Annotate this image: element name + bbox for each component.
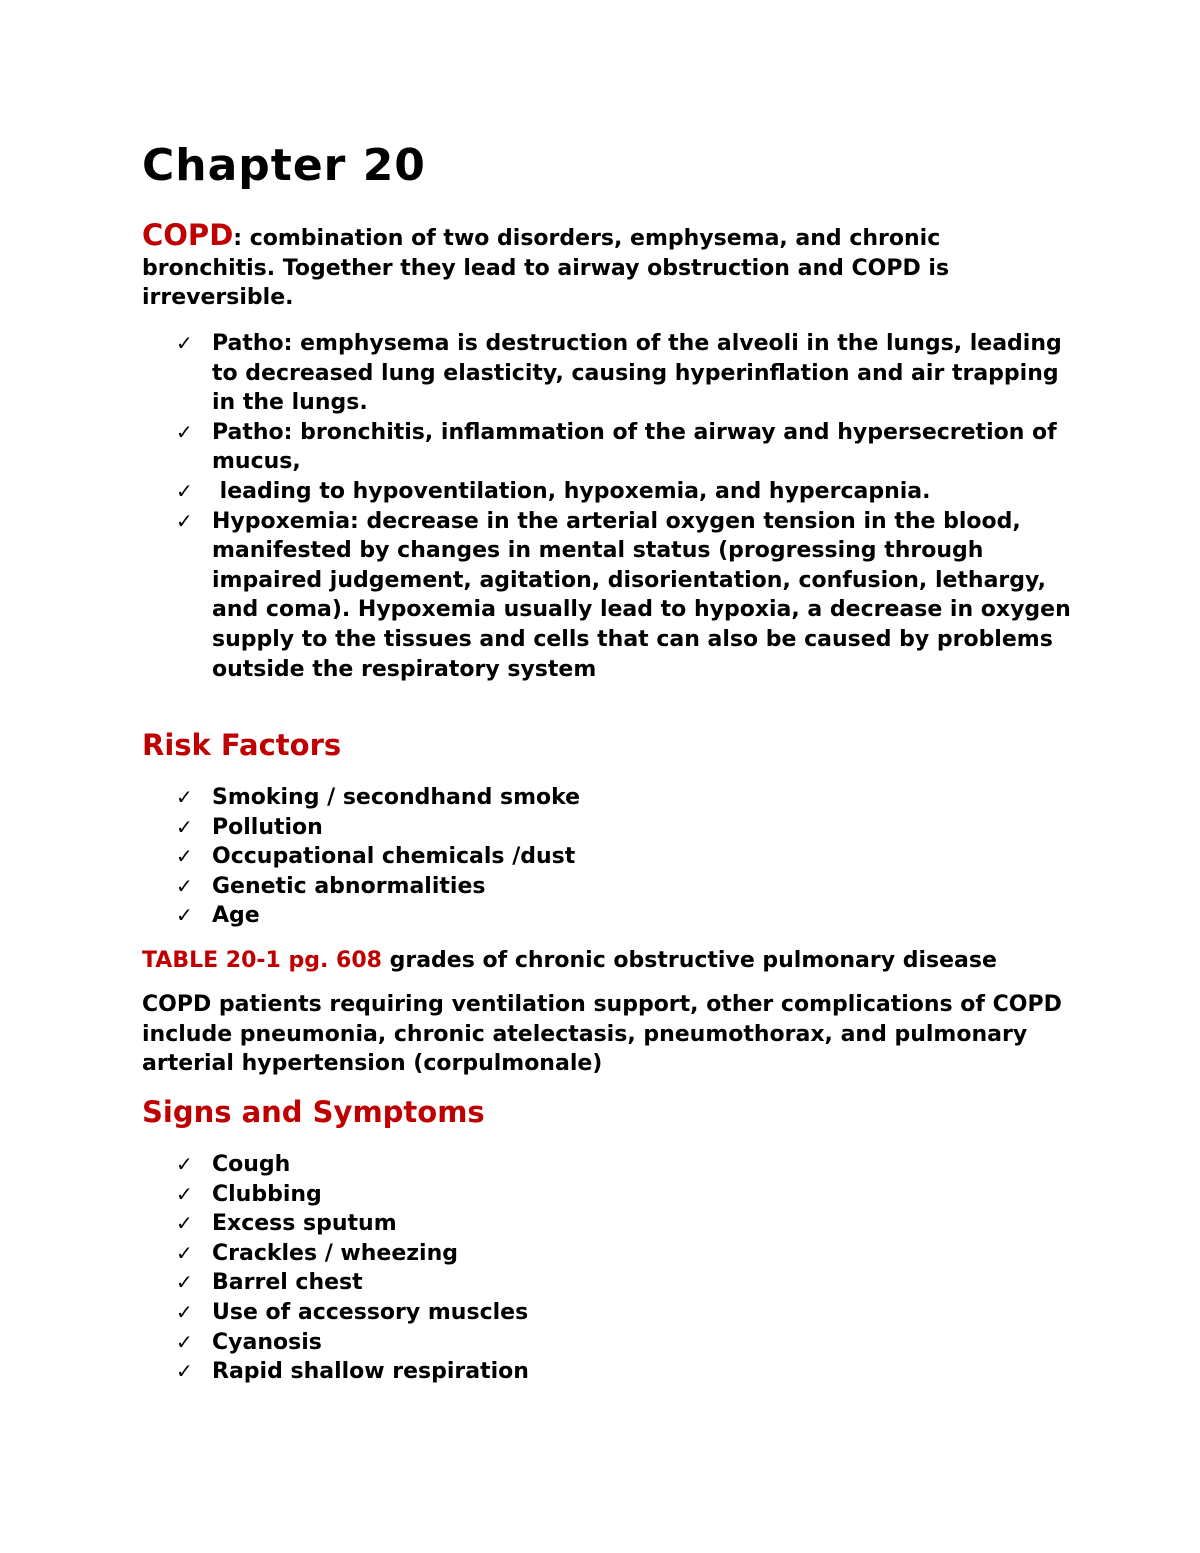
signs-symptoms-heading: Signs and Symptoms: [142, 1095, 485, 1129]
list-item: ✓ Barrel chest: [176, 1268, 1072, 1298]
list-item: ✓ Genetic abnormalities: [176, 872, 1072, 902]
risk-factors-heading: Risk Factors: [142, 728, 342, 762]
checkmark-icon: ✓: [176, 1240, 193, 1265]
copd-definition-text: : combination of two disorders, emphysema, and chronic bronchitis. Together they lead to airway obstruction and COPD is irreversible.: [142, 226, 950, 311]
list-item: ✓ leading to hypoventilation, hypoxemia, and hypercapnia.: [176, 477, 1072, 507]
list-item: ✓ Use of accessory muscles: [176, 1298, 1072, 1328]
checkmark-icon: ✓: [176, 1270, 193, 1295]
copd-term: COPD: [142, 218, 234, 252]
checkmark-icon: ✓: [176, 1359, 193, 1384]
chapter-title: Chapter 20: [142, 140, 426, 191]
checkmark-icon: ✓: [176, 1211, 193, 1236]
list-item: ✓ Smoking / secondhand smoke: [176, 783, 1072, 813]
list-item: ✓ Age: [176, 901, 1072, 931]
checkmark-icon: ✓: [176, 873, 193, 898]
list-item: ✓ Excess sputum: [176, 1209, 1072, 1239]
list-item: ✓ Pollution: [176, 813, 1072, 843]
table-reference-label: TABLE 20-1 pg. 608: [142, 948, 382, 973]
patho-list: [176, 329, 1072, 684]
checkmark-icon: ✓: [176, 785, 193, 809]
list-item: ✓ Clubbing: [176, 1180, 1072, 1210]
list-item: ✓ Hypoxemia: decrease in the arterial oxygen tension in the blood, manifested by changes in mental status (progressing through impaired judgement, agitation, disorientation, confusion, lethargy, and coma). Hypoxemia usually lead to hypoxia, a decrease in oxygen supply to the tissues and cells that can also be caused by problems outside the respiratory system: [176, 508, 1071, 682]
checkmark-icon: ✓: [176, 419, 193, 444]
checkmark-icon: ✓: [176, 903, 193, 928]
signs-symptoms-list: [176, 1150, 1072, 1387]
list-item: ✓ Patho: bronchitis, inflammation of the airway and hypersecretion of mucus,: [176, 419, 1057, 475]
risk-factors-list: [176, 783, 1072, 931]
checkmark-icon: ✓: [176, 478, 193, 503]
checkmark-icon: ✓: [176, 1299, 193, 1324]
checkmark-icon: ✓: [176, 1181, 193, 1206]
complications-paragraph: COPD patients requiring ventilation support, other complications of COPD include pneumonia, chronic atelectasis, pneumothorax, and pulmonary arterial hypertension (corpulmonale): [142, 992, 1062, 1077]
list-item: ✓ Cough: [176, 1150, 1072, 1180]
copd-definition: [142, 218, 1042, 313]
checkmark-icon: ✓: [176, 508, 193, 533]
list-item: ✓ Cyanosis: [176, 1328, 1072, 1358]
table-reference-text: grades of chronic obstructive pulmonary disease: [381, 948, 997, 973]
checkmark-icon: ✓: [176, 1152, 193, 1176]
checkmark-icon: ✓: [176, 1329, 193, 1354]
checkmark-icon: ✓: [176, 844, 193, 869]
list-item: ✓ Crackles / wheezing: [176, 1239, 1072, 1269]
list-item: ✓ Occupational chemicals /dust: [176, 842, 1072, 872]
checkmark-icon: ✓: [176, 331, 193, 355]
table-reference: [142, 946, 1072, 976]
list-item: ✓ Rapid shallow respiration: [176, 1357, 1072, 1387]
checkmark-icon: ✓: [176, 814, 193, 839]
list-item: ✓ Patho: emphysema is destruction of the alveoli in the lungs, leading to decreased lung elasticity, causing hyperinflation and air trapping in the lungs.: [176, 331, 1062, 416]
